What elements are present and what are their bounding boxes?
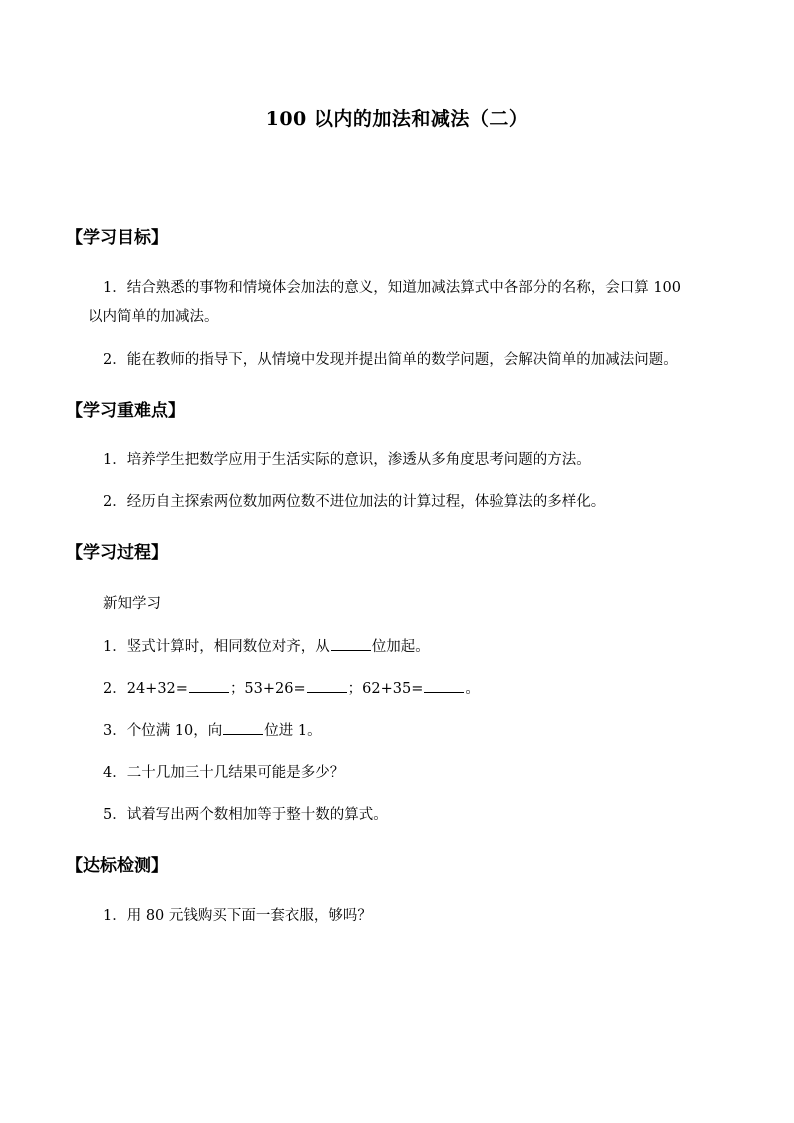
page-title: 100 以内的加法和减法（二） (265, 108, 529, 130)
key-point-item-1: 1．培养学生把数学应用于生活实际的意识，渗透从多角度思考问题的方法。 (103, 452, 591, 468)
question-2-text-c: ；62+35= (347, 681, 424, 697)
answer-blank (223, 720, 263, 735)
goal-item-2: 2．能在教师的指导下，从情境中发现并提出简单的数学问题，会解决简单的加减法问题。 (103, 352, 678, 368)
goals-heading: 【学习目标】 (66, 228, 168, 248)
check-heading: 【达标检测】 (66, 856, 168, 876)
process-question-4: 4．二十几加三十几结果可能是多少？ (103, 765, 345, 781)
answer-blank (424, 678, 464, 693)
question-2-text-a: 2．24+32= (103, 681, 188, 697)
process-question-2 (103, 678, 480, 699)
question-3-text-b: 位进 1。 (264, 723, 322, 739)
question-3-text-a: 3．个位满 10，向 (103, 723, 223, 739)
answer-blank (307, 678, 347, 693)
process-subheading: 新知学习 (103, 596, 161, 612)
process-question-1 (103, 636, 430, 657)
key-points-heading: 【学习重难点】 (66, 401, 185, 421)
check-question-1: 1．用 80 元钱购买下面一套衣服，够吗？ (103, 908, 372, 924)
answer-blank (331, 636, 371, 651)
goal-item-1: 1．结合熟悉的事物和情境体会加法的意义，知道加减法算式中各部分的名称，会口算 100 (103, 280, 682, 296)
question-1-text-a: 1．竖式计算时，相同数位对齐，从 (103, 639, 330, 655)
key-point-item-2: 2．经历自主探索两位数加两位数不进位加法的计算过程，体验算法的多样化。 (103, 494, 606, 510)
process-heading: 【学习过程】 (66, 543, 168, 563)
question-2-text-b: ；53+26= (229, 681, 306, 697)
process-question-3 (103, 720, 322, 741)
question-1-text-b: 位加起。 (371, 639, 430, 655)
process-question-5: 5．试着写出两个数相加等于整十数的算式。 (103, 807, 388, 823)
question-2-text-d: 。 (465, 681, 480, 697)
answer-blank (189, 678, 229, 693)
goal-item-1-continued: 以内简单的加减法。 (88, 309, 219, 325)
